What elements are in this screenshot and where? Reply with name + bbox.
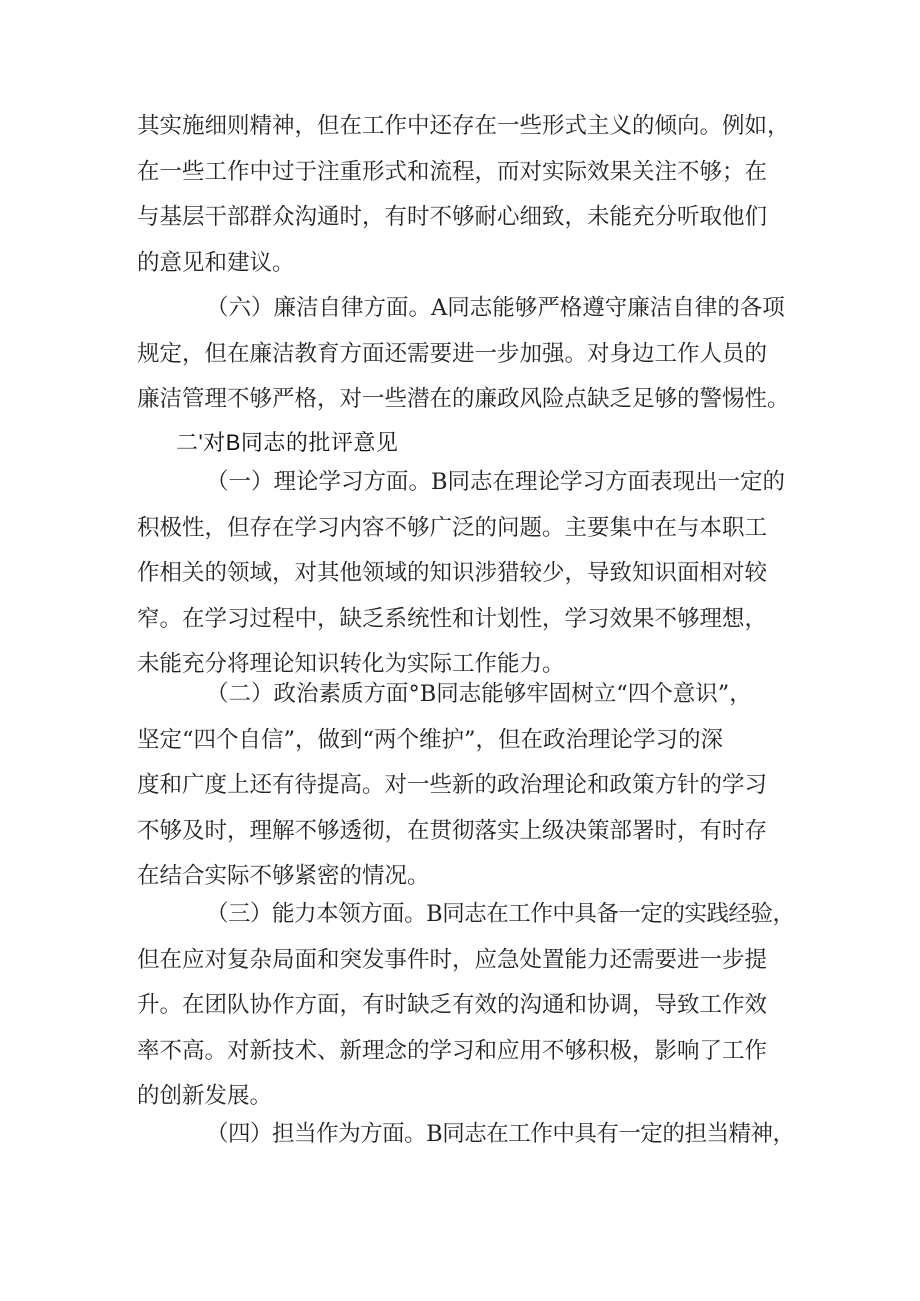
text-line: （四）担当作为方面。B同志在工作中具有一定的担当精神，: [206, 1121, 795, 1147]
text-line: （二）政治素质方面°B同志能够牢固树立“四个意识”，: [206, 681, 752, 707]
text-line: （六）廉洁自律方面。A同志能够严格遵守廉洁自律的各项: [206, 295, 785, 321]
paragraph-a-section-6: [137, 286, 795, 423]
text-line: 未能充分将理论知识转化为实际工作能力。: [137, 651, 565, 677]
text-line: 的创新发展。: [137, 1083, 273, 1109]
text-line: 坚定“四个自信”，做到“两个维护”，但在政治理论学习的深: [137, 726, 724, 753]
text-line: 积极性，但存在学习内容不够广泛的问题。主要集中在与本职工: [137, 514, 768, 541]
text-line: 的意见和建议。: [137, 249, 295, 276]
text-line: 其实施细则精神，但在工作中还存在一些形式主义的倾向。例如，: [137, 113, 790, 139]
text-line: （一）理论学习方面。B同志在理论学习方面表现出一定的: [206, 469, 786, 495]
paragraph-b-section-4: [137, 1112, 795, 1158]
section-heading-b-criticism: 二'对B同志的批评意见: [176, 430, 399, 455]
paragraph-intro: [137, 104, 795, 286]
text-line: 在结合实际不够紧密的情况。: [137, 863, 430, 889]
paragraph-b-section-1: [137, 460, 795, 688]
paragraph-b-section-3: [137, 892, 795, 1120]
text-line: 度和广度上还有待提高。对一些新的政治理论和政策方针的学习: [137, 772, 768, 798]
text-line: 与基层干部群众沟通时，有时不够耐心细致，未能充分听取他们: [137, 204, 768, 230]
text-line: 廉洁管理不够严格，对一些潜在的廉政风险点缺乏足够的警惕性。: [137, 386, 790, 412]
text-line: 率不高。对新技术、新理念的学习和应用不够积极，影响了工作: [137, 1037, 768, 1064]
paragraph-b-section-2: [137, 672, 795, 900]
text-line: 在一些工作中过于注重形式和流程，而对实际效果关注不够；在: [137, 158, 768, 185]
text-line: 窄。在学习过程中，缺乏系统性和计划性，学习效果不够理想，: [137, 605, 768, 632]
text-line: 升。在团队协作方面，有时缺乏有效的沟通和协调，导致工作效: [137, 992, 768, 1018]
text-line: 作相关的领域，对其他领域的知识涉猎较少，导致知识面相对较: [137, 560, 768, 586]
text-line: 不够及时，理解不够透彻，在贯彻落实上级决策部署时，有时存: [137, 817, 768, 844]
text-line: （三）能力本领方面。B同志在工作中具备一定的实践经验，: [206, 901, 795, 927]
text-line: 但在应对复杂局面和突发事件时，应急处置能力还需要进一步提: [137, 946, 768, 973]
text-line: 规定，但在廉洁教育方面还需要进一步加强。对身边工作人员的: [137, 340, 768, 367]
